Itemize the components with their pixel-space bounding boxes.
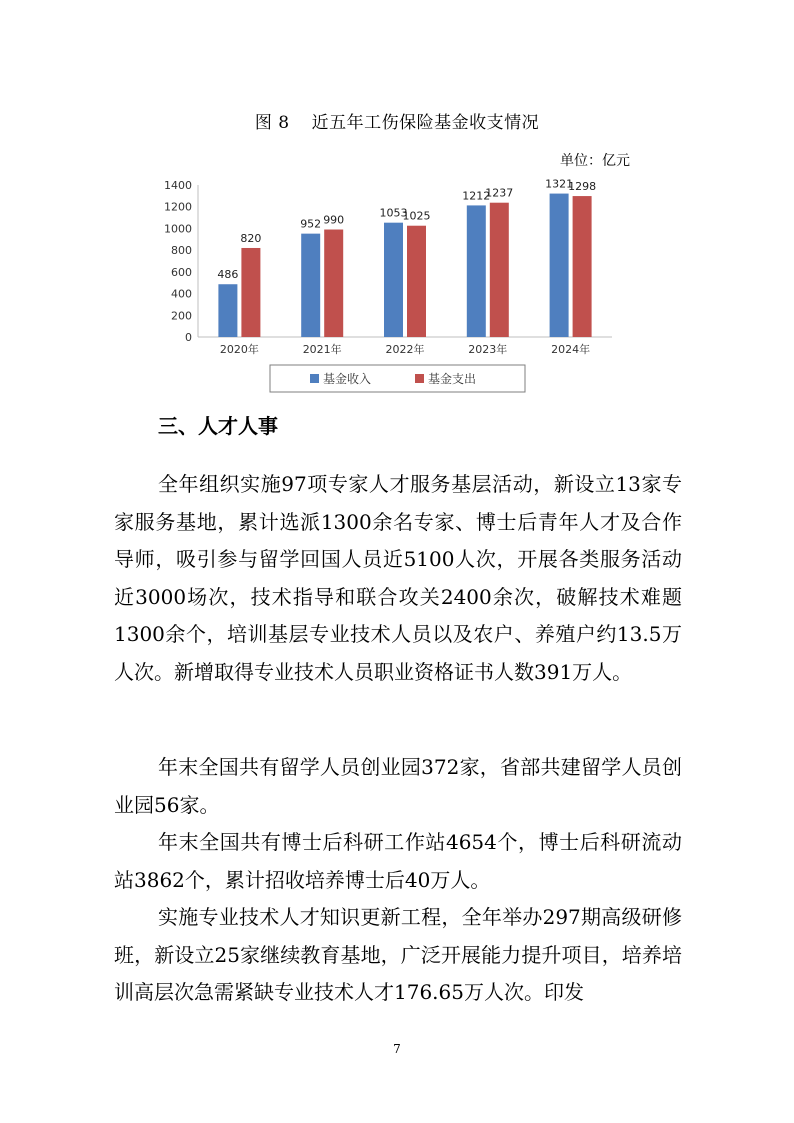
x-tick-label: 2023年 — [468, 343, 508, 356]
figure-title-text: 近五年工伤保险基金收支情况 — [311, 113, 540, 133]
bar-income — [301, 234, 320, 337]
legend-swatch-income — [310, 374, 319, 383]
bar-income — [467, 205, 486, 337]
data-label: 1237 — [485, 186, 514, 200]
data-label: 1321 — [545, 177, 574, 191]
data-label: 1212 — [462, 189, 491, 203]
bar-expenditure — [241, 248, 260, 337]
bar-expenditure — [407, 226, 426, 337]
section-title: 三、人才人事 — [158, 414, 278, 438]
y-tick-label: 400 — [171, 287, 192, 301]
data-label: 486 — [217, 268, 239, 282]
y-tick-label: 1000 — [164, 222, 192, 236]
y-tick-label: 600 — [171, 265, 192, 279]
paragraph-knowledge-update: 实施专业技术人才知识更新工程，全年举办297期高级研修班，新设立25家继续教育基地，广泛开展能力提升项目，培养培训高层次急需紧缺专业技术人才176.65万人次。印发 — [114, 905, 682, 1005]
data-label: 952 — [300, 217, 322, 231]
y-tick-label: 1400 — [164, 179, 192, 192]
figure-title — [0, 108, 794, 133]
bar-expenditure — [324, 230, 343, 337]
data-label: 1298 — [568, 180, 597, 194]
legend-label-income: 基金收入 — [323, 372, 372, 386]
x-tick-label: 2020年 — [219, 343, 259, 356]
bar-expenditure — [490, 203, 509, 337]
paragraph-startup-parks: 年末全国共有留学人员创业园372家，省部共建留学人员创业园56家。 — [114, 755, 682, 817]
figure-number: 图 8 — [254, 113, 290, 133]
legend-swatch-expenditure — [415, 374, 424, 383]
y-tick-label: 1200 — [164, 200, 192, 214]
data-label: 1053 — [379, 206, 408, 220]
y-tick-label: 800 — [171, 244, 192, 258]
x-tick-label: 2022年 — [385, 343, 425, 356]
bar-expenditure — [573, 196, 592, 337]
x-tick-label: 2021年 — [302, 343, 342, 356]
legend-box — [270, 365, 525, 392]
data-label: 1025 — [402, 209, 431, 223]
y-tick-label: 200 — [171, 309, 192, 323]
legend-label-expenditure: 基金支出 — [428, 372, 477, 386]
bar-income — [218, 284, 237, 337]
unit-label: 单位：亿元 — [560, 153, 630, 169]
data-label: 820 — [240, 231, 262, 245]
y-tick-label: 0 — [185, 331, 192, 344]
x-tick-label: 2024年 — [551, 343, 591, 356]
bar-income — [550, 194, 569, 337]
paragraph-postdoc-stations: 年末全国共有博士后科研工作站4654个，博士后科研流动站3862个，累计招收培养博士后40万人。 — [114, 830, 682, 892]
bar-chart — [150, 170, 630, 400]
bar-income — [384, 223, 403, 337]
data-label: 990 — [323, 213, 345, 227]
paragraph-talent-services: 全年组织实施97项专家人才服务基层活动，新设立13家专家服务基地，累计选派1300余名专家、博士后青年人才及合作导师，吸引参与留学回国人员近5100人次，开展各类服务活动近3000场次，技术指导和联合攻关2400余次，破解技术难题1300余个，培训基层专业技术人员以及农户、养殖户约13.5万人次。新增取得专业技术人员职业资格证书人数391万人。 — [114, 472, 682, 684]
page-number: 7 — [393, 1042, 401, 1056]
